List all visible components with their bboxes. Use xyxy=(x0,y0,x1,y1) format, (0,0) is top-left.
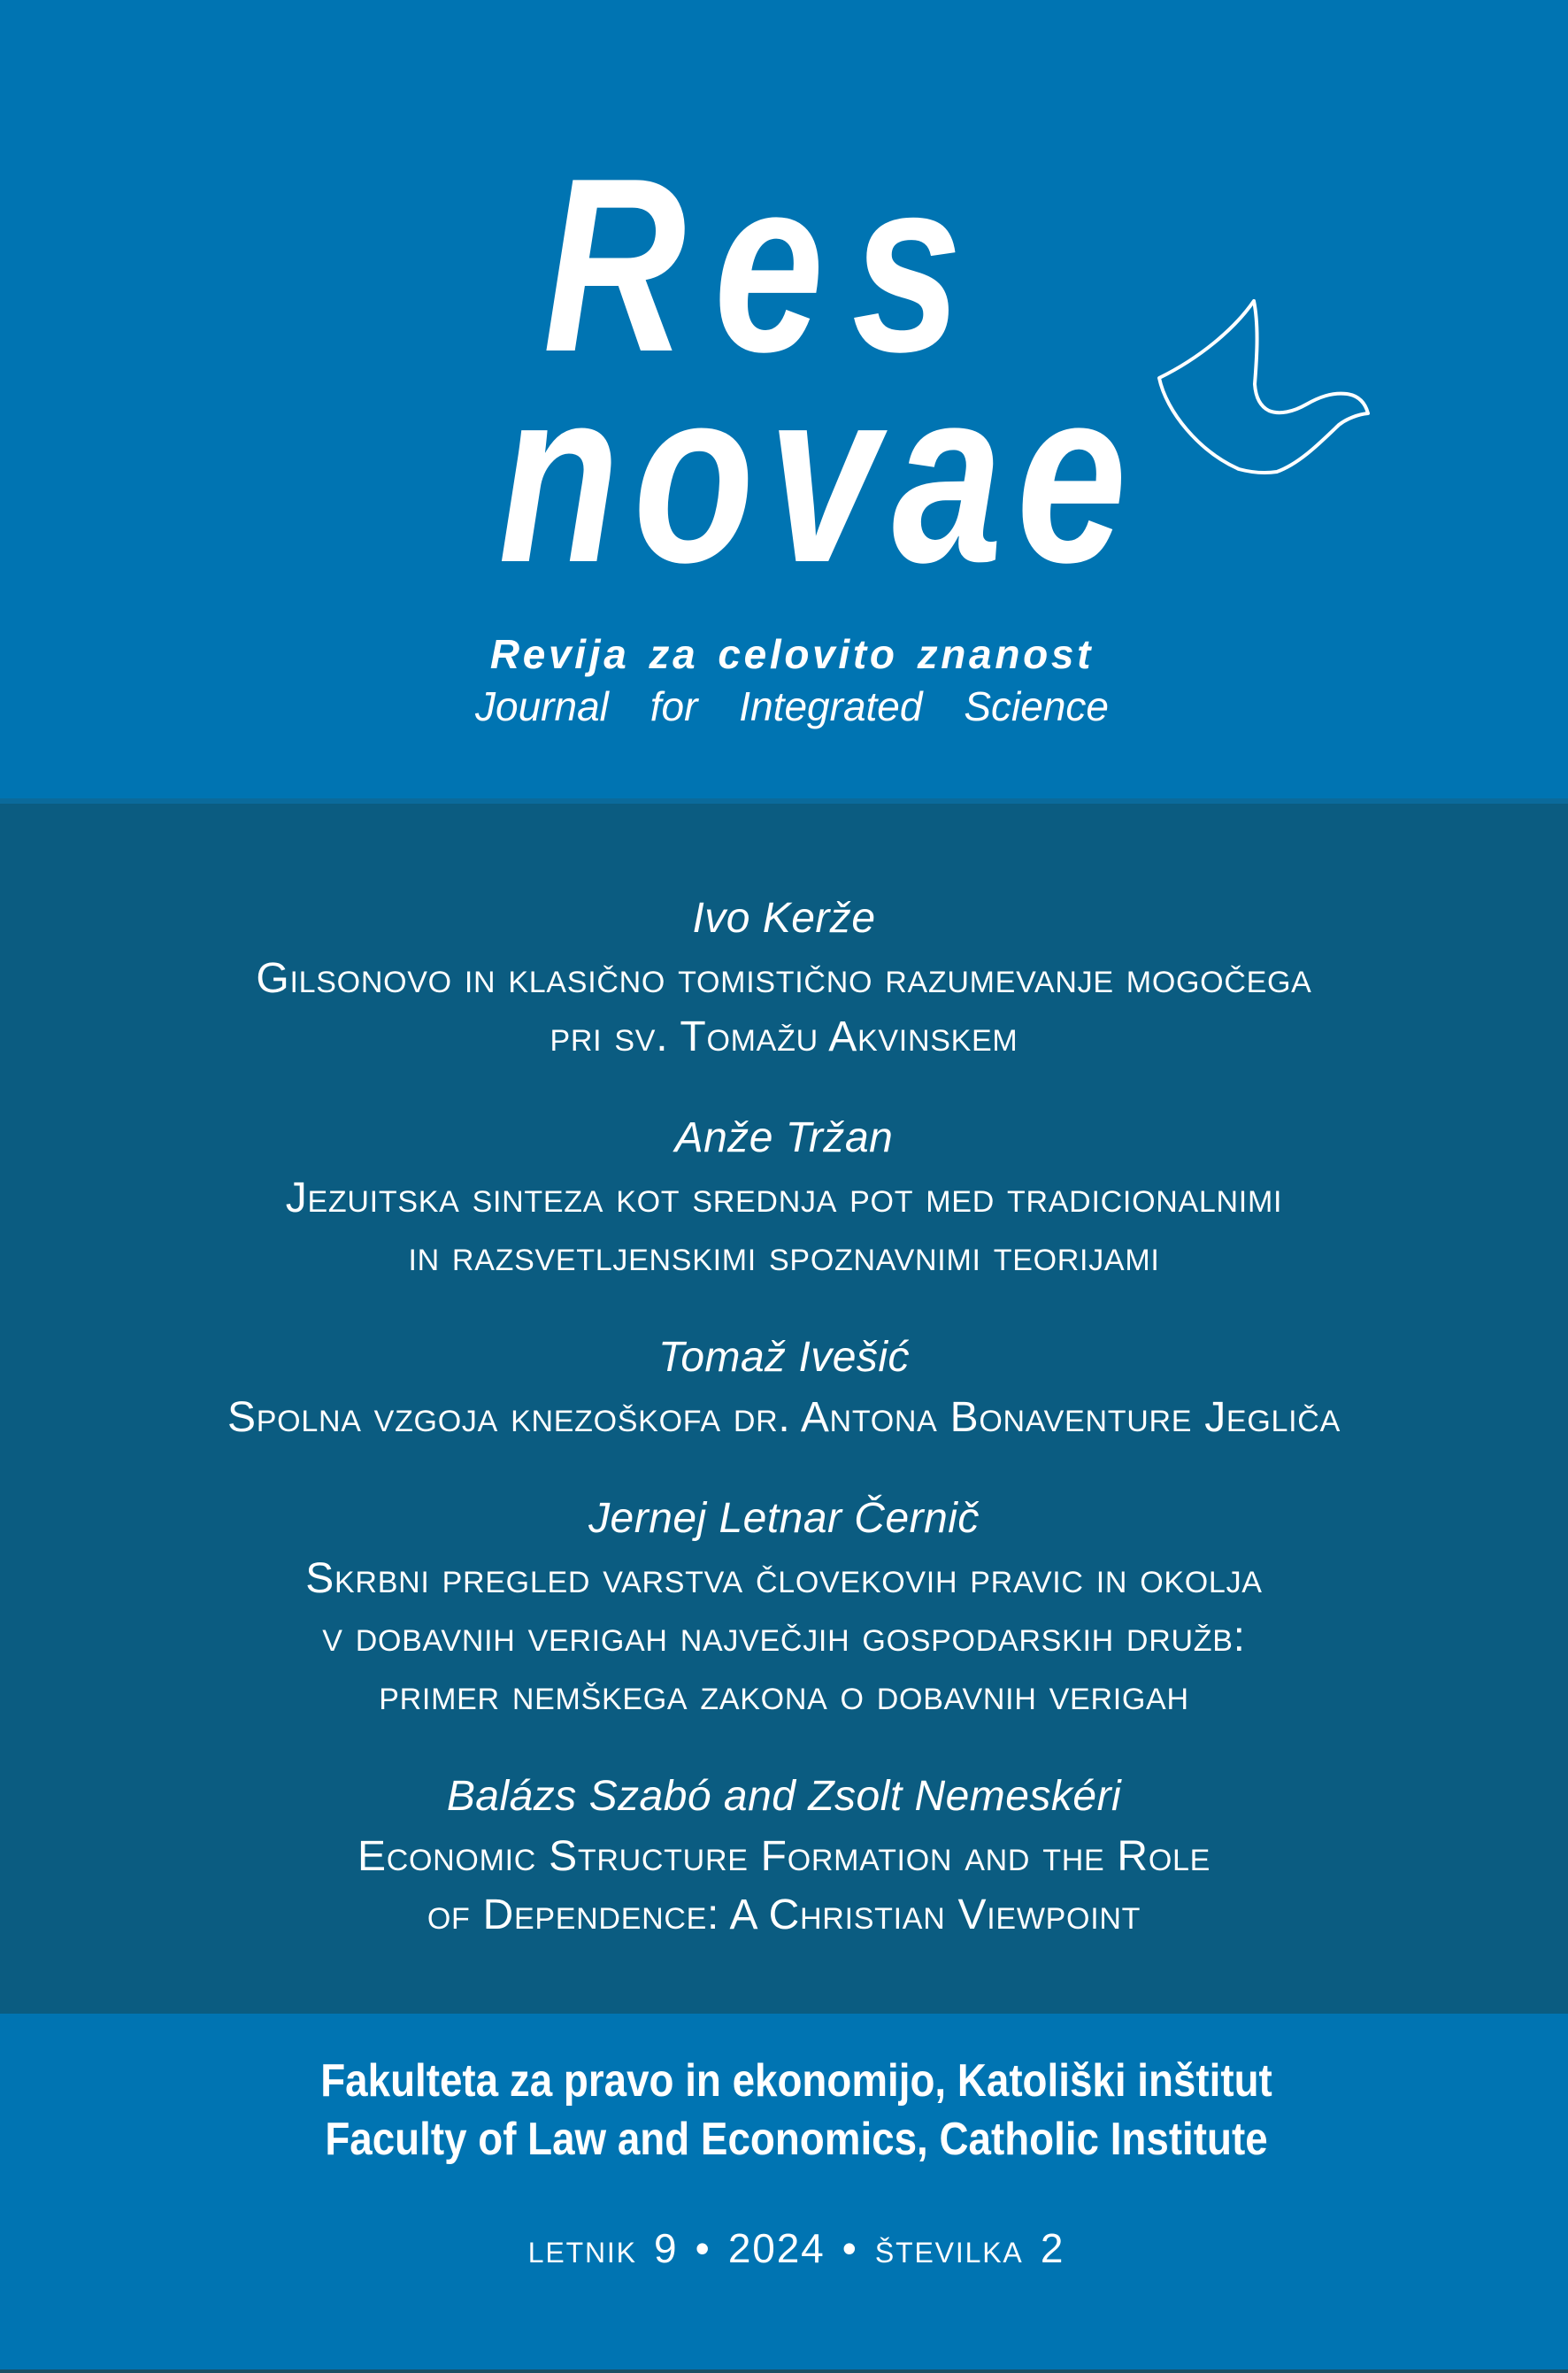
article-title-line: Skrbni pregled varstva človekovih pravic in okolja xyxy=(305,1555,1263,1602)
article-title-line: of Dependence: A Christian Viewpoint xyxy=(427,1891,1141,1938)
article-title-line: in razsvetljenskimi spoznavnimi teorijami xyxy=(408,1233,1160,1280)
publisher-block xyxy=(106,2052,1486,2169)
issue-volume-line: letnik 9 • 2024 • številka 2 xyxy=(527,2225,1065,2271)
publisher-line-slovenian: Fakulteta za pravo in ekonomijo, Katoliški inštitut xyxy=(320,2055,1272,2107)
dove-icon xyxy=(1150,283,1416,513)
article-entry-5 xyxy=(357,1766,1211,1945)
article-entry-2 xyxy=(286,1107,1282,1286)
bottom-edge-strip xyxy=(0,2369,1568,2373)
subtitle-english: Journal for Integrated Science xyxy=(475,683,1109,729)
article-list xyxy=(0,888,1568,1945)
article-entry-3 xyxy=(227,1327,1341,1447)
article-title-line: Economic Structure Formation and the Role xyxy=(357,1833,1211,1880)
article-title-line: Jezuitska sinteza kot srednja pot med tradicionalnimi xyxy=(285,1175,1283,1221)
article-entry-4 xyxy=(305,1488,1262,1725)
article-author: Anže Tržan xyxy=(674,1114,894,1161)
journal-title-line2: novae xyxy=(498,338,1141,614)
article-author: Balázs Szabó and Zsolt Nemeskéri xyxy=(446,1773,1122,1820)
subtitle-block xyxy=(475,629,1109,731)
article-author: Tomaž Ivešić xyxy=(657,1334,911,1381)
article-entry-1 xyxy=(256,888,1311,1067)
article-author: Ivo Kerže xyxy=(692,895,876,942)
subtitle-slovenian: Revija za celovito znanost xyxy=(489,631,1095,677)
article-title-line: Spolna vzgoja knezoškofa dr. Antona Bonaventure Jegliča xyxy=(227,1394,1341,1441)
band-divider-line xyxy=(0,798,1568,804)
article-title-line: v dobavnih verigah največjih gospodarskih družb: xyxy=(322,1614,1246,1660)
article-title-line: Gilsonovo in klasično tomistično razumevanje mogočega xyxy=(256,955,1312,1002)
article-title-line: pri sv. Tomažu Akvinskem xyxy=(550,1013,1018,1060)
article-author: Jernej Letnar Černič xyxy=(588,1495,980,1542)
journal-title-line1: Res xyxy=(542,127,990,404)
article-title-line: primer nemškega zakona o dobavnih verigah xyxy=(379,1672,1189,1719)
publisher-line-english: Faculty of Law and Economics, Catholic Institute xyxy=(325,2114,1268,2165)
